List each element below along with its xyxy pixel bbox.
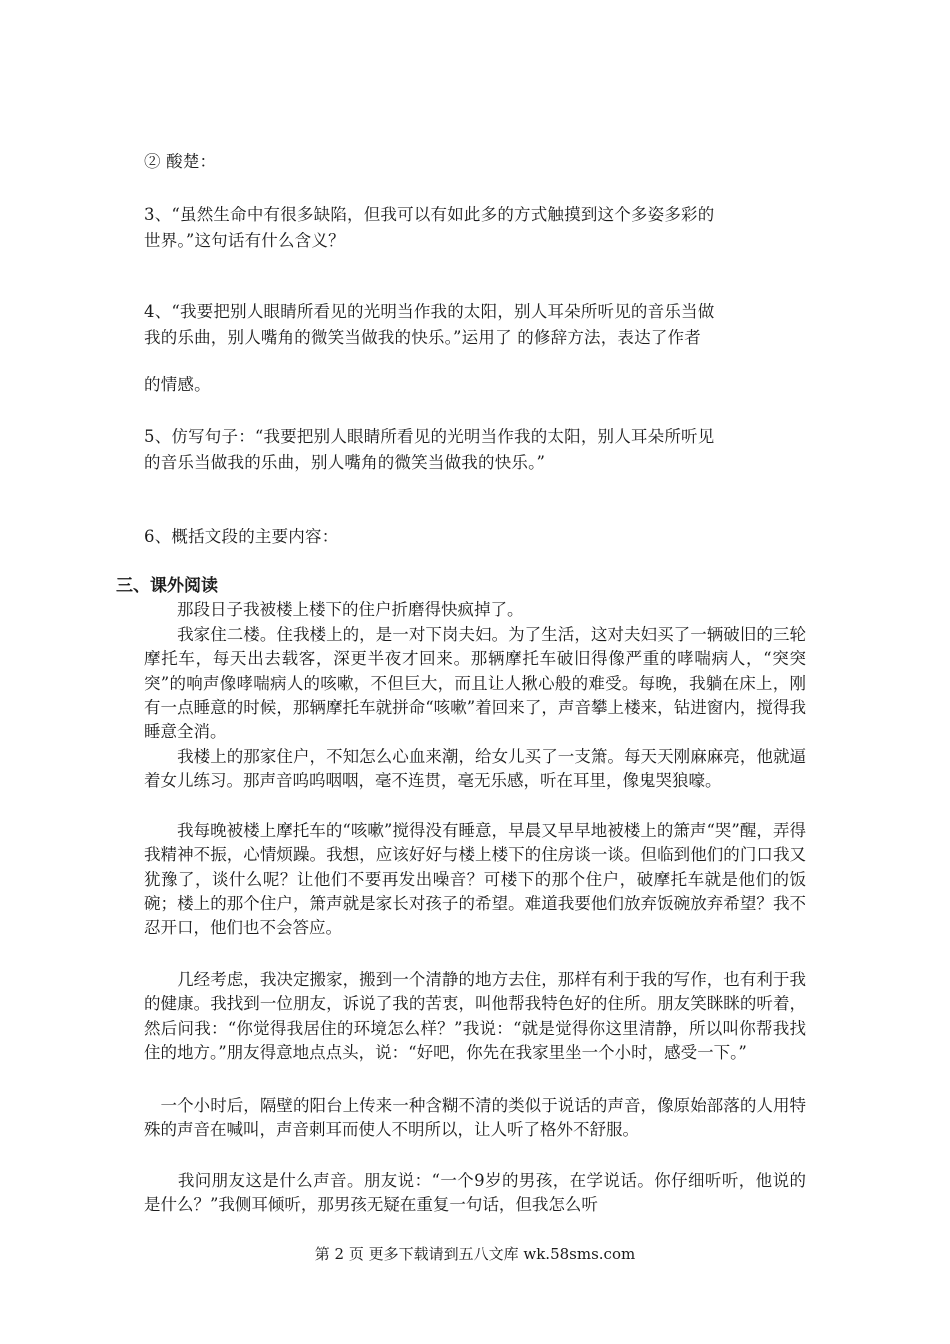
page-footer: 第 2 页 更多下载请到五八文库 wk.58sms.com (314, 1245, 636, 1263)
question-3-line-2: 世界。”这句话有什么含义？ (144, 231, 345, 250)
reading-paragraph: 我问朋友这是什么声音。朋友说：“一个9岁的男孩，在学说话。你仔细听听，他说的是什么？”我侧耳倾听，那男孩无疑在重复一句话，但我怎么听 (144, 1171, 806, 1215)
reading-paragraph: 一个小时后，隔壁的阳台上传来一种含糊不清的类似于说话的声音，像原始部落的人用特殊的声音在喊叫，声音刺耳而使人不明所以，让人听了格外不舒服。 (144, 1096, 806, 1140)
question-4-line-2: 我的乐曲，别人嘴角的微笑当做我的快乐。”运用了 的修辞方法，表达了作者 (144, 328, 701, 347)
question-5-line-2: 的音乐当做我的乐曲，别人嘴角的微笑当做我的快乐。” (144, 453, 546, 472)
reading-paragraph: 我每晚被楼上摩托车的“咳嗽”搅得没有睡意，早晨又早早地被楼上的箫声“哭”醒，弄得我精神不振，心情烦躁。我想，应该好好与楼上楼下的住房谈一谈。但临到他们的门口我又犹豫了，谈什么呢？让他们不要再发出噪音？可楼下的那个住户，破摩托车就是他们的饭碗；楼上的那个住户，箫声就是家长对孩子的希望。难道我要他们放弃饭碗放弃希望？我不忍开口，他们也不会答应。 (144, 821, 806, 938)
question-5-line-1: 5、仿写句子：“我要把别人眼睛所看见的光明当作我的太阳，别人耳朵所听见 (144, 427, 715, 446)
section-3-heading: 三、课外阅读 (116, 576, 218, 596)
reading-paragraph: 那段日子我被楼上楼下的住户折磨得快疯掉了。 (144, 600, 524, 619)
question-6-line-1: 6、概括文段的主要内容： (144, 527, 339, 546)
question-3-line-1: 3、“虽然生命中有很多缺陷，但我可以有如此多的方式触摸到这个多姿多彩的 (144, 205, 715, 224)
reading-paragraph: 我楼上的那家住户，不知怎么心血来潮，给女儿买了一支箫。每天天刚麻麻亮，他就逼着女儿练习。那声音呜呜咽咽，毫不连贯，毫无乐感，听在耳里，像鬼哭狼嚎。 (144, 747, 806, 791)
reading-paragraph: 几经考虑，我决定搬家，搬到一个清静的地方去住，那样有利于我的写作，也有利于我的健康。我找到一位朋友，诉说了我的苦衷，叫他帮我特色好的住所。朋友笑眯眯的听着，然后问我：“你觉得我居住的环境怎么样？”我说：“就是觉得你这里清静，所以叫你帮我找住的地方。”朋友得意地点点头，说：“好吧，你先在我家里坐一个小时，感受一下。” (144, 970, 806, 1062)
question-4-line-3: 的情感。 (144, 375, 211, 394)
question-4-line-1: 4、“我要把别人眼睛所看见的光明当作我的太阳，别人耳朵所听见的音乐当做 (144, 302, 715, 321)
question-2-item-2: ② 酸楚： (144, 152, 217, 171)
reading-paragraph: 我家住二楼。住我楼上的，是一对下岗夫妇。为了生活，这对夫妇买了一辆破旧的三轮摩托车，每天出去载客，深更半夜才回来。那辆摩托车破旧得像严重的哮喘病人，“突突突”的响声像哮喘病人的咳嗽，不但巨大，而且让人揪心般的难受。每晚，我躺在床上，刚有一点睡意的时候，那辆摩托车就拼命“咳嗽”着回来了，声音攀上楼来，钻进窗内，搅得我睡意全消。 (144, 625, 806, 742)
